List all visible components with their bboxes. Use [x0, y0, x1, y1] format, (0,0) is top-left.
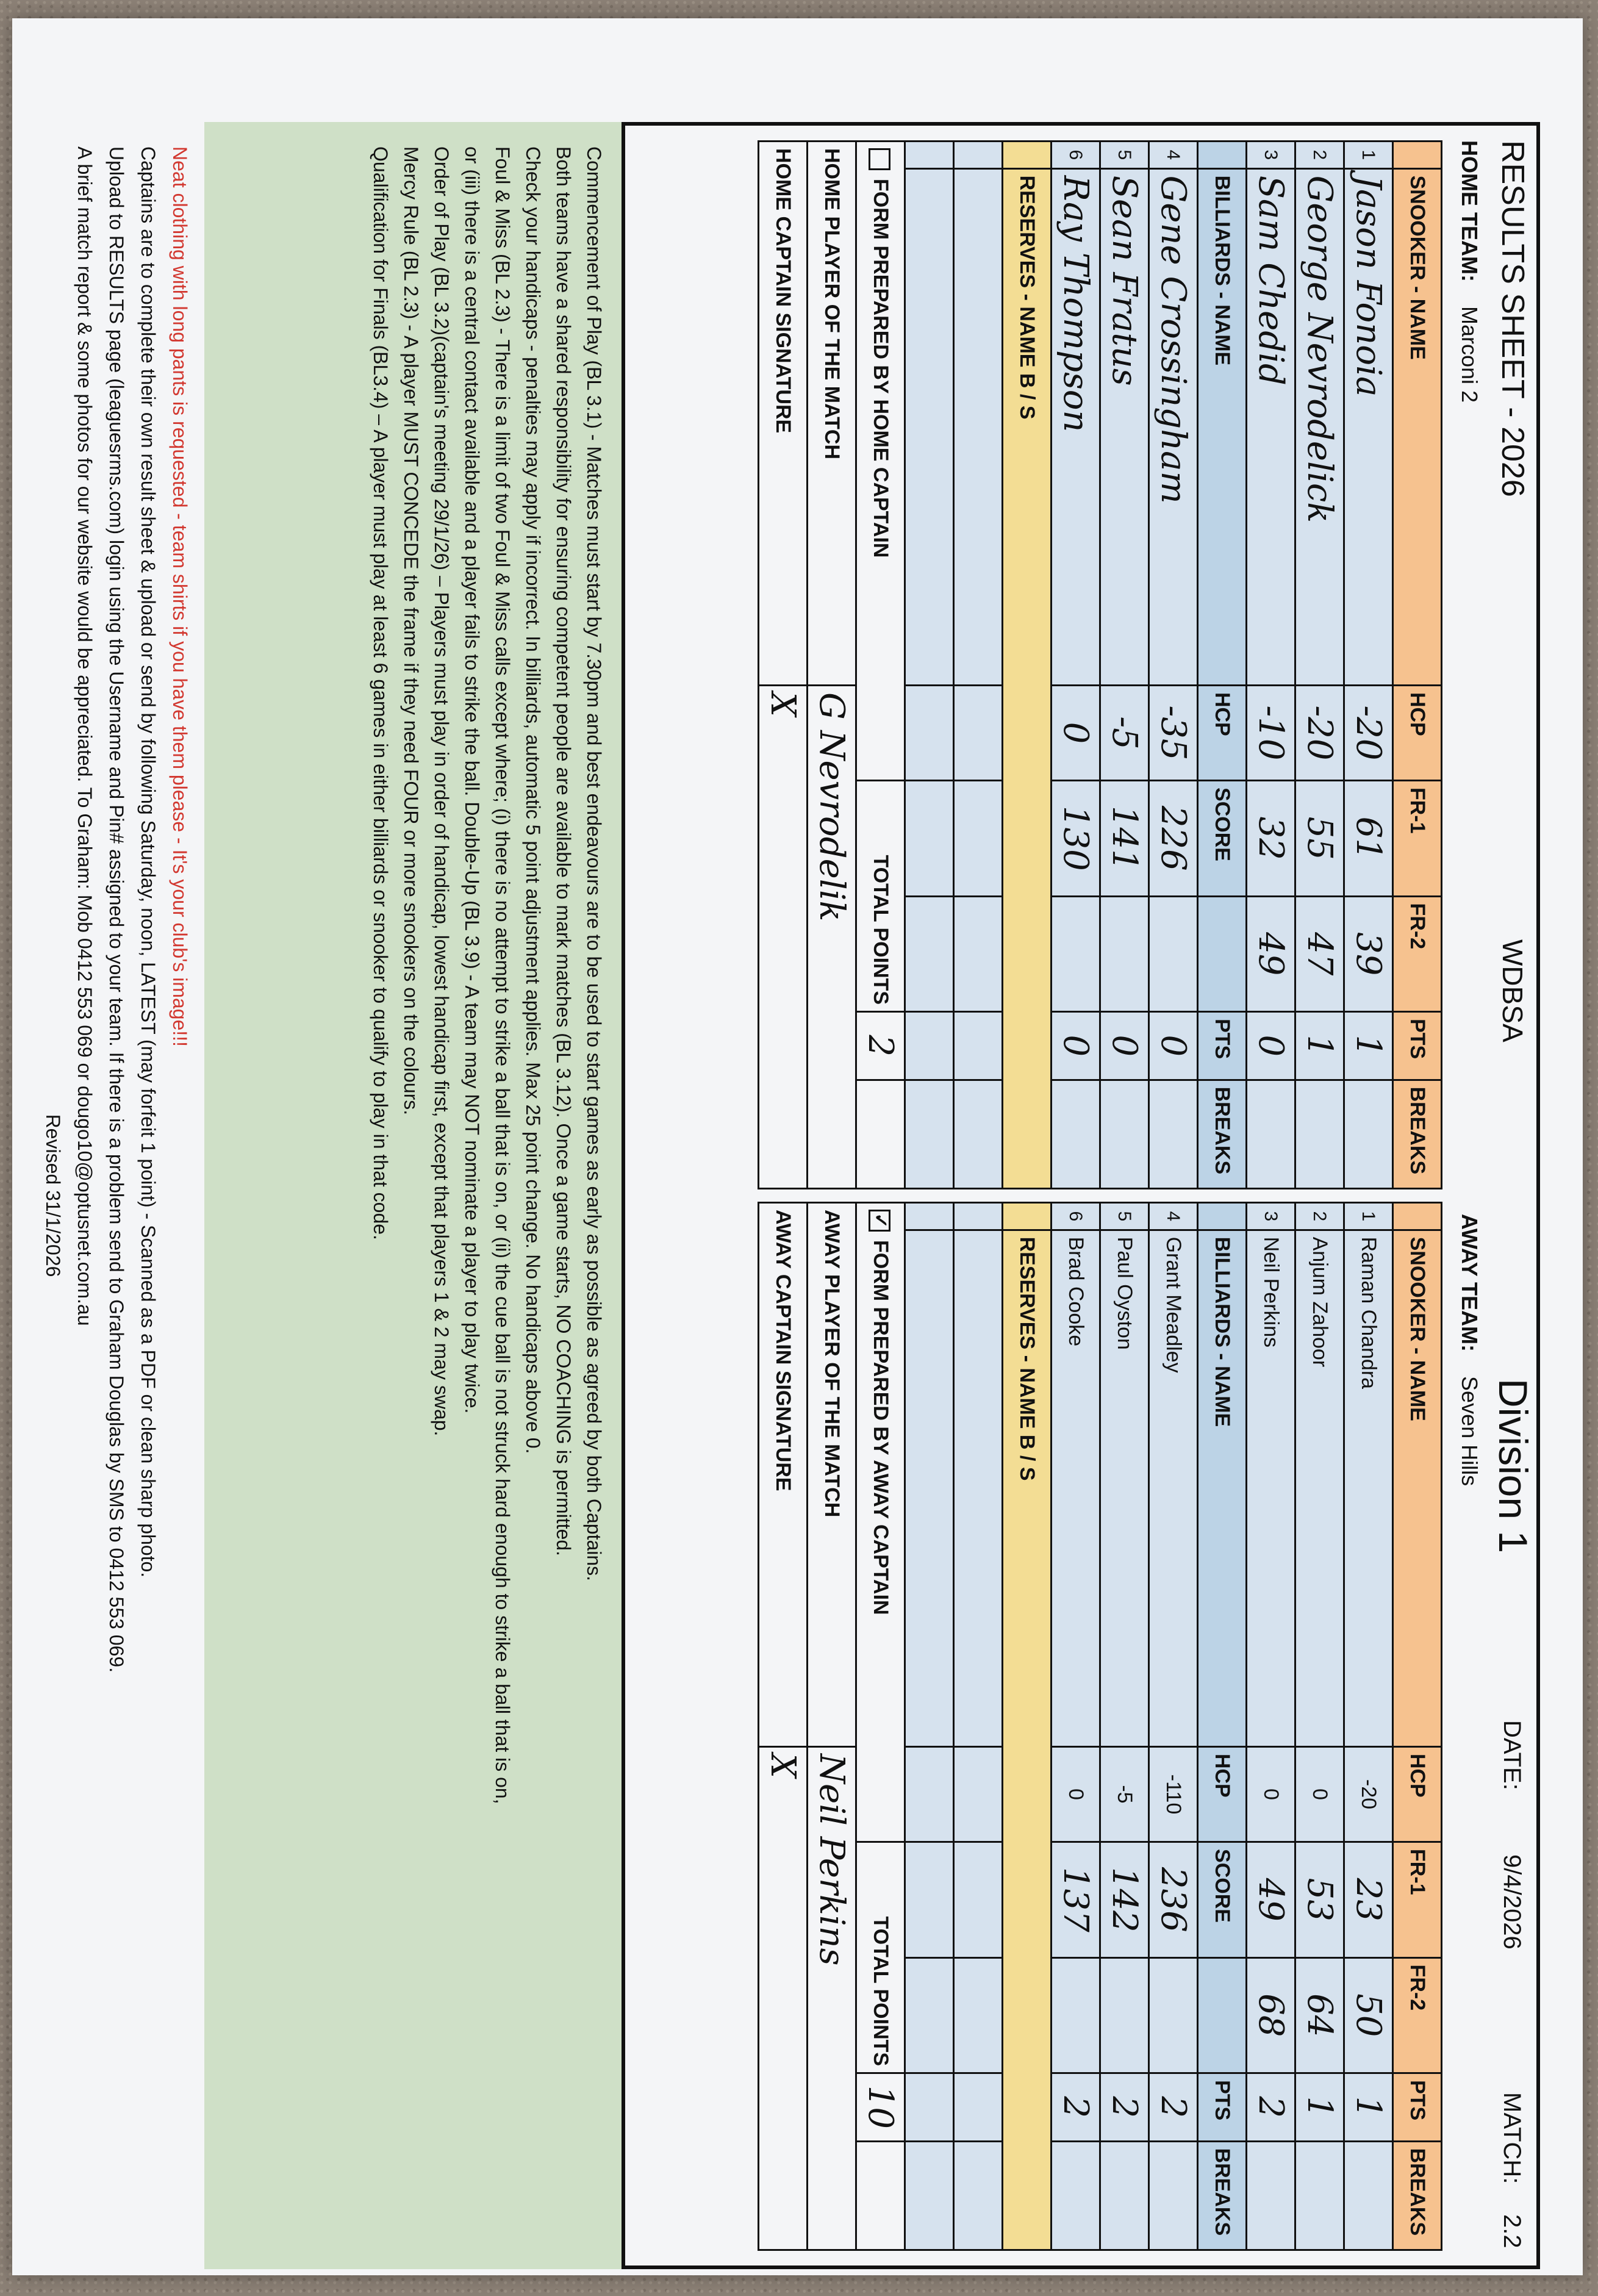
rule-foul-miss: Foul & Miss (BL 2.3) - There is a limit of two Foul & Miss calls except where; (i) there is no attempt to strike a ball that is on, or (ii) the cue ball is not struck hard enough to strike a ball that is on, — [492, 146, 514, 1804]
sig-x: X — [763, 692, 803, 717]
fr1-cell[interactable]: 23 — [1344, 1842, 1393, 1958]
row-number: 5 — [1100, 142, 1149, 169]
player-name[interactable]: Raman Chandra — [1344, 1230, 1393, 1746]
player-name[interactable]: George Nevrodelick — [1295, 168, 1344, 685]
pts-cell[interactable]: 1 — [1344, 1012, 1393, 1080]
fr2-cell[interactable]: 49 — [1247, 896, 1295, 1012]
away-snooker-header — [1393, 1203, 1442, 2250]
total-points-label: TOTAL POINTS — [856, 1842, 905, 2073]
rule-commencement: Commencement of Play (BL 3.1) - Matches must start by 7.30pm and best endeavours are to be used to start games as early as possible as agreed by both Captains. — [583, 146, 605, 1582]
reserve-row[interactable] — [954, 142, 1003, 1189]
col-hcp: HCP — [1393, 1746, 1442, 1842]
away-team-row — [1456, 1214, 1482, 1486]
row-number: 1 — [1344, 142, 1393, 169]
hcp-cell[interactable]: -10 — [1247, 685, 1295, 780]
row-number: 1 — [1344, 1203, 1393, 1230]
home-billiards-header — [1198, 142, 1247, 1189]
away-table — [758, 1202, 1442, 2251]
table-row[interactable] — [1149, 1203, 1198, 2250]
hcp-cell[interactable]: -110 — [1149, 1746, 1198, 1842]
table-row[interactable] — [1295, 1203, 1344, 2250]
breaks-cell[interactable] — [1344, 2141, 1393, 2250]
fr2-cell[interactable]: 68 — [1247, 1957, 1295, 2073]
away-form-checkbox[interactable]: ✓ — [869, 1210, 890, 1232]
pts-cell[interactable]: 1 — [1295, 1012, 1344, 1080]
reserve-row[interactable] — [905, 142, 954, 1189]
score-cell[interactable]: 236 — [1149, 1842, 1198, 1958]
player-name[interactable]: Anjum Zahoor — [1295, 1230, 1344, 1746]
col-score: SCORE — [1198, 781, 1247, 897]
fr1-cell[interactable]: 49 — [1247, 1842, 1295, 1958]
pts-cell[interactable]: 2 — [1100, 2073, 1149, 2141]
home-form-prepared[interactable] — [856, 142, 905, 781]
col-hcp: HCP — [1198, 685, 1247, 780]
fr2-cell[interactable]: 39 — [1344, 896, 1393, 1012]
col-breaks: BREAKS — [1198, 1080, 1247, 1188]
hcp-cell[interactable]: -5 — [1100, 1746, 1149, 1842]
col-breaks: BREAKS — [1198, 2141, 1247, 2250]
form-label: FORM PREPARED BY AWAY CAPTAIN — [869, 1240, 893, 1615]
away-player-of-match-label: AWAY PLAYER OF THE MATCH — [808, 1203, 856, 1747]
pts-cell[interactable]: 1 — [1295, 2073, 1344, 2141]
home-table — [758, 140, 1442, 1189]
row-number: 4 — [1149, 1203, 1198, 1230]
home-captain-signature-label: HOME CAPTAIN SIGNATURE — [759, 142, 808, 686]
away-billiards-header — [1198, 1203, 1247, 2250]
table-row[interactable] — [1100, 1203, 1149, 2250]
player-name[interactable]: Sam Chedid — [1247, 168, 1295, 685]
pts-cell[interactable]: 0 — [1052, 1012, 1100, 1080]
pts-cell[interactable]: 2 — [1052, 2073, 1100, 2141]
col-pts: PTS — [1393, 1012, 1442, 1080]
breaks-cell[interactable] — [1149, 1080, 1198, 1188]
away-form-prepared[interactable] — [856, 1203, 905, 1842]
player-name[interactable]: Gene Crossingham — [1149, 168, 1198, 685]
col-fr1: FR-1 — [1393, 1842, 1442, 1958]
breaks-cell[interactable] — [1100, 2141, 1149, 2250]
player-name[interactable]: Grant Meadley — [1149, 1230, 1198, 1746]
away-captain-signature[interactable] — [759, 1746, 808, 2250]
col-name: BILLIARDS - NAME — [1198, 1230, 1247, 1746]
table-row[interactable] — [1052, 1203, 1100, 2250]
col-hcp: HCP — [1393, 685, 1442, 780]
col-name: SNOOKER - NAME — [1393, 168, 1442, 685]
pts-cell[interactable]: 2 — [1247, 2073, 1295, 2141]
breaks-cell[interactable] — [1295, 2141, 1344, 2250]
col-name: SNOOKER - NAME — [1393, 1230, 1442, 1746]
sheet-title: RESULTS SHEET - 2026 — [1495, 140, 1530, 497]
hcp-cell[interactable]: 0 — [1295, 1746, 1344, 1842]
captains-note: Captains are to complete their own result sheet & upload or send by following Saturday, noon, LATEST (may forfeit 1 point) - Scanned as a PDF or clean sharp photo. — [137, 146, 159, 1578]
player-name[interactable]: Ray Thompson — [1052, 168, 1100, 685]
report-note: A brief match report & some photos for our website would be appreciated. To Graham: Mob 0412 553 069 or dougo10@optusnet.com.au — [74, 146, 96, 1326]
col-pts: PTS — [1198, 2073, 1247, 2141]
away-player-of-match[interactable]: Neil Perkins — [808, 1746, 856, 2250]
home-team-row — [1456, 140, 1482, 403]
fr1-cell[interactable]: 55 — [1295, 781, 1344, 897]
hcp-cell[interactable]: -20 — [1344, 685, 1393, 780]
reserves-label: RESERVES - NAME B / S — [1003, 168, 1052, 1188]
date-value: 9/4/2026 — [1499, 1854, 1525, 1950]
home-total-points[interactable]: 2 — [856, 1012, 905, 1080]
col-score: SCORE — [1198, 1842, 1247, 1958]
row-number: 6 — [1052, 142, 1100, 169]
reserve-row[interactable] — [954, 1203, 1003, 2250]
rule-qualification: Qualification for Finals (BL3.4) – A player must play at least 6 games in either billiards or snooker to qualify to play in that code. — [370, 146, 392, 1240]
hcp-cell[interactable]: 0 — [1052, 1746, 1100, 1842]
revised-note: Revised 31/1/2026 — [42, 1114, 64, 1277]
match-value: 2.2 — [1499, 2214, 1525, 2248]
home-player-of-match[interactable]: G Nevrodelik — [808, 685, 856, 1188]
home-player-of-match-label: HOME PLAYER OF THE MATCH — [808, 142, 856, 686]
reserves-label: RESERVES - NAME B / S — [1003, 1230, 1052, 2250]
table-row[interactable] — [1344, 142, 1393, 1189]
player-name[interactable]: Sean Fratus — [1100, 168, 1149, 685]
date-label: DATE: — [1499, 1720, 1525, 1790]
pts-cell[interactable]: 1 — [1344, 2073, 1393, 2141]
score-cell[interactable]: 141 — [1100, 781, 1149, 897]
table-row[interactable] — [1344, 1203, 1393, 2250]
home-captain-signature[interactable] — [759, 685, 808, 1188]
score-cell[interactable]: 142 — [1100, 1842, 1149, 1958]
score-cell[interactable]: 137 — [1052, 1842, 1100, 1958]
away-team-value: Seven Hills — [1457, 1376, 1482, 1487]
rule-shared: Both teams have a shared responsibility for ensuring competent people are available to mark matches (BL 3.12). Once a game starts, NO COACHING is permitted. — [553, 146, 575, 1556]
breaks-cell[interactable] — [1247, 2141, 1295, 2250]
col-breaks: BREAKS — [1393, 2141, 1442, 2250]
breaks-cell[interactable] — [1247, 1080, 1295, 1188]
table-row[interactable] — [1247, 142, 1295, 1189]
rule-foul-miss-2: or (iii) there is a central contact available and a player fails to strike the ball. Double-Up (BL 3.9) - A team may NOT nominate a player to play twice. — [461, 146, 483, 1414]
table-row[interactable] — [1295, 142, 1344, 1189]
col-hcp: HCP — [1198, 1746, 1247, 1842]
row-number: 5 — [1100, 1203, 1149, 1230]
fr1-cell[interactable]: 61 — [1344, 781, 1393, 897]
division: Division 1 — [1491, 1379, 1536, 1554]
away-reserves-header — [1003, 1203, 1052, 2250]
rule-handicaps: Check your handicaps - penalties may apply if incorrect. In billiards, automatic 5 point adjustment applies. Max 25 point change. No handicaps above 0. — [522, 146, 544, 1454]
paper-sheet — [12, 18, 1583, 2275]
reserve-row[interactable] — [905, 1203, 954, 2250]
row-number: 2 — [1295, 1203, 1344, 1230]
form-label: FORM PREPARED BY HOME CAPTAIN — [869, 179, 893, 558]
fr1-cell[interactable]: 32 — [1247, 781, 1295, 897]
clothing-note: Neat clothing with long pants is requested - team shirts if you have them please - It's your club's image!!! — [169, 146, 191, 1047]
rules-box — [204, 122, 625, 2269]
col-fr2: FR-2 — [1393, 1957, 1442, 2073]
pts-cell[interactable]: 2 — [1149, 2073, 1198, 2141]
home-snooker-header — [1393, 142, 1442, 1189]
col-breaks: BREAKS — [1393, 1080, 1442, 1188]
col-fr2: FR-2 — [1393, 896, 1442, 1012]
hcp-cell[interactable]: -35 — [1149, 685, 1198, 780]
col-name: BILLIARDS - NAME — [1198, 168, 1247, 685]
hcp-cell[interactable]: 0 — [1052, 685, 1100, 780]
results-sheet — [42, 122, 1540, 2269]
away-total-points[interactable]: 10 — [856, 2073, 905, 2141]
table-row[interactable] — [1247, 1203, 1295, 2250]
breaks-cell[interactable] — [1052, 1080, 1100, 1188]
away-captain-signature-label: AWAY CAPTAIN SIGNATURE — [759, 1203, 808, 1747]
pts-cell[interactable]: 0 — [1149, 1012, 1198, 1080]
notes — [29, 122, 204, 2269]
player-name[interactable]: Paul Oyston — [1100, 1230, 1149, 1746]
player-name[interactable]: Brad Cooke — [1052, 1230, 1100, 1746]
breaks-cell[interactable] — [1100, 1080, 1149, 1188]
home-team-label: HOME TEAM: — [1457, 140, 1482, 282]
hcp-cell[interactable]: 0 — [1247, 1746, 1295, 1842]
col-pts: PTS — [1393, 2073, 1442, 2141]
row-number: 4 — [1149, 142, 1198, 169]
total-points-label: TOTAL POINTS — [856, 781, 905, 1012]
player-name[interactable]: Jason Fonoia — [1344, 168, 1393, 685]
rule-order: Order of Play (BL 3.2)(captain's meeting 29/1/26) – Players must play in order of handicap, lowest handicap first, except that players 1 & 2 may swap. — [431, 146, 453, 1437]
score-cell[interactable]: 226 — [1149, 781, 1198, 897]
upload-note: Upload to RESULTS page (leaguesrms.com) login using the Username and Pin# assigned to your team. If there is a problem send to Graham Douglas by SMS to 0412 553 069. — [106, 146, 127, 1673]
rule-mercy: Mercy Rule (BL 2.3) - A player MUST CONCEDE the frame if they need FOUR or more snookers on the colours. — [400, 146, 422, 1116]
col-pts: PTS — [1198, 1012, 1247, 1080]
home-reserves-header — [1003, 142, 1052, 1189]
pts-cell[interactable]: 0 — [1100, 1012, 1149, 1080]
breaks-cell[interactable] — [1052, 2141, 1100, 2250]
hcp-cell[interactable]: -20 — [1295, 685, 1344, 780]
col-fr1: FR-1 — [1393, 781, 1442, 897]
fr2-cell[interactable]: 47 — [1295, 896, 1344, 1012]
hcp-cell[interactable]: -5 — [1100, 685, 1149, 780]
fr1-cell[interactable]: 53 — [1295, 1842, 1344, 1958]
row-number: 3 — [1247, 1203, 1295, 1230]
row-number: 3 — [1247, 142, 1295, 169]
away-team-label: AWAY TEAM: — [1457, 1214, 1482, 1352]
table-row[interactable] — [1100, 142, 1149, 1189]
fr2-cell[interactable]: 50 — [1344, 1957, 1393, 2073]
table-row[interactable] — [1149, 142, 1198, 1189]
home-team-value: Marconi 2 — [1457, 306, 1482, 403]
org-name: WDBSA — [1497, 939, 1528, 1042]
breaks-cell[interactable] — [1344, 1080, 1393, 1188]
row-number: 6 — [1052, 1203, 1100, 1230]
row-number: 2 — [1295, 142, 1344, 169]
home-form-checkbox[interactable] — [869, 148, 890, 170]
sig-x: X — [763, 1753, 803, 1778]
hcp-cell[interactable]: -20 — [1344, 1746, 1393, 1842]
pts-cell[interactable]: 0 — [1247, 1012, 1295, 1080]
player-name[interactable]: Neil Perkins — [1247, 1230, 1295, 1746]
match-label: MATCH: — [1499, 2092, 1525, 2184]
fr2-cell[interactable]: 64 — [1295, 1957, 1344, 2073]
breaks-cell[interactable] — [1149, 2141, 1198, 2250]
score-cell[interactable]: 130 — [1052, 781, 1100, 897]
table-row[interactable] — [1052, 142, 1100, 1189]
breaks-cell[interactable] — [1295, 1080, 1344, 1188]
